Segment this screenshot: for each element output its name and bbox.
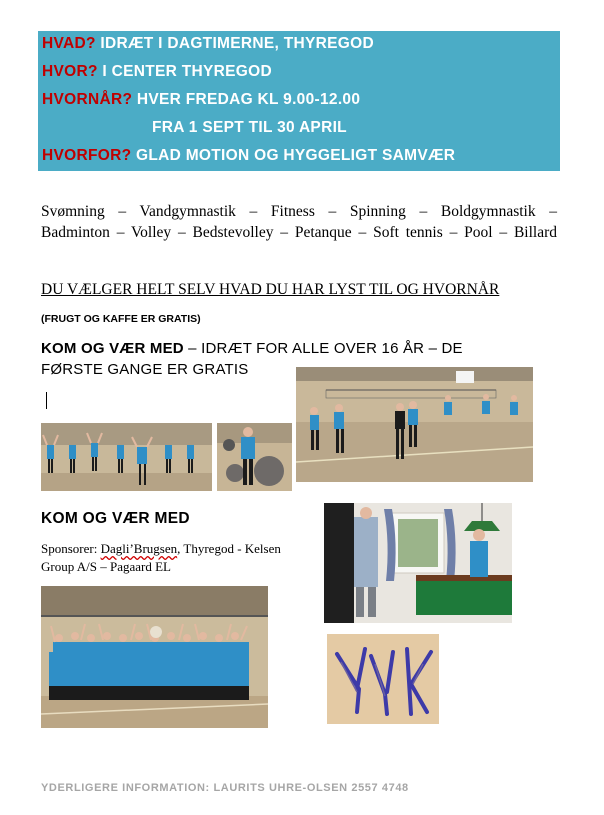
sponsors-text: Sponsorer: Dagli’Brugsen, Thyregod - Kelsen Group A/S – Pagaard EL bbox=[41, 541, 281, 574]
kom-med-intro: KOM OG VÆR MED – IDRÆT FOR ALLE OVER 16 ÅR – DE FØRSTE GANGE ER GRATIS bbox=[41, 340, 463, 378]
contact-footer: YDERLIGERE INFORMATION: LAURITS UHRE-OLSEN 2557 4748 bbox=[41, 782, 409, 794]
gymnastics-photo bbox=[41, 423, 212, 491]
team-photo bbox=[41, 586, 268, 728]
sports-line-2: Badminton – Volley – Bedstevolley – Petanque – Soft tennis – Pool – Billard bbox=[41, 224, 557, 241]
team-image bbox=[41, 586, 268, 728]
ball-exercise-image bbox=[217, 423, 292, 491]
banner-period: FRA 1 SEPT TIL 30 APRIL bbox=[152, 119, 347, 136]
kom-med-heading: KOM OG VÆR MED bbox=[41, 510, 190, 527]
sports-list bbox=[41, 201, 557, 243]
painting-photo bbox=[327, 634, 439, 724]
text-cursor bbox=[46, 392, 47, 409]
event-banner bbox=[38, 31, 560, 171]
billiard-image bbox=[324, 503, 512, 623]
volleyball-image bbox=[296, 367, 533, 482]
sports-line-1: Svømning – Vandgymnastik – Fitness – Spinning – Boldgymnastik – bbox=[41, 203, 557, 220]
fruit-coffee-note: (FRUGT OG KAFFE ER GRATIS) bbox=[41, 313, 201, 325]
gymnastics-image bbox=[41, 423, 212, 491]
painting-image bbox=[327, 634, 439, 724]
volleyball-photo bbox=[296, 367, 533, 482]
banner-when: HVORNÅR? HVER FREDAG KL 9.00-12.00 bbox=[42, 91, 361, 108]
ball-exercise-photo bbox=[217, 423, 292, 491]
banner-why: HVORFOR? GLAD MOTION OG HYGGELIGT SAMVÆR bbox=[42, 147, 456, 164]
banner-where: HVOR? I CENTER THYREGOD bbox=[42, 63, 272, 80]
billiard-photo bbox=[324, 503, 512, 623]
banner-what: HVAD? IDRÆT I DAGTIMERNE, THYREGOD bbox=[42, 35, 374, 52]
choose-heading: DU VÆLGER HELT SELV HVAD DU HAR LYST TIL OG HVORNÅR bbox=[41, 281, 500, 298]
